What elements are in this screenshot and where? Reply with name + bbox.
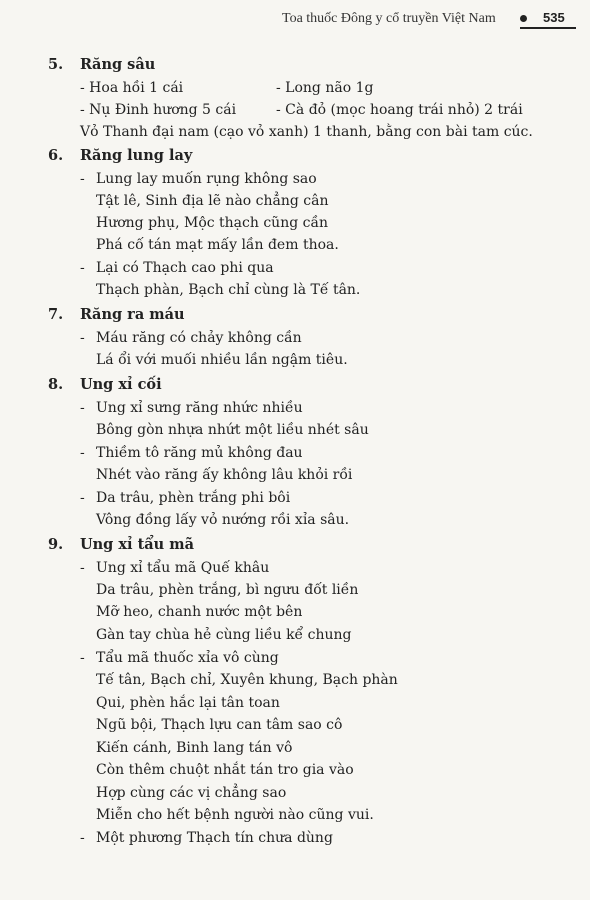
- verse-text: Mỡ heo, chanh nước một bên: [96, 604, 303, 620]
- verse-text: Kiến cánh, Binh lang tán vô: [96, 740, 293, 756]
- verse-text: Da trâu, phèn trắng phi bôi: [96, 490, 291, 506]
- bullet-dot-icon: [520, 15, 527, 22]
- verse-text: Da trâu, phèn trắng, bì ngưu đốt liền: [96, 582, 359, 598]
- verse-text: Phá cố tán mạt mấy lần đem thoa.: [96, 237, 339, 253]
- running-title: Toa thuốc Đông y cổ truyền Việt Nam: [282, 11, 496, 26]
- verse-text: Còn thêm chuột nhắt tán tro gia vào: [96, 762, 354, 778]
- verse-text: Tẩu mã thuốc xỉa vô cùng: [96, 650, 279, 666]
- section-number: 8.: [48, 376, 64, 393]
- verse-text: Thiềm tô răng mủ không đau: [96, 445, 303, 461]
- page-number: 535: [543, 10, 565, 25]
- verse-text: Ngũ bội, Thạch lựu can tâm sao cô: [96, 717, 343, 733]
- verse-text: Máu răng có chảy không cần: [96, 330, 302, 346]
- page-header: [0, 8, 590, 30]
- verse-text: Lá ổi với muối nhiều lần ngậm tiêu.: [96, 352, 348, 368]
- verse-text: Ung xỉ tẩu mã Quế khâu: [96, 560, 270, 576]
- ingredient: - Hoa hồi 1 cái: [80, 80, 184, 96]
- section-title: Ung xỉ cối: [80, 376, 162, 393]
- section-number: 5.: [48, 56, 64, 73]
- section-title: Răng lung lay: [80, 147, 193, 164]
- verse-text: Nhét vào răng ấy không lâu khỏi rồi: [96, 467, 353, 483]
- ingredient: Vỏ Thanh đại nam (cạo vỏ xanh) 1 thanh, bằng con bài tam cúc.: [80, 124, 533, 140]
- header-rule: [520, 27, 576, 29]
- section-title: Răng sâu: [80, 56, 156, 73]
- verse-text: Bông gòn nhựa nhứt một liều nhét sâu: [96, 422, 369, 438]
- verse-text: Vông đồng lấy vỏ nướng rồi xỉa sâu.: [96, 512, 350, 528]
- verse-text: Lung lay muốn rụng không sao: [96, 171, 317, 187]
- section-title: Ung xỉ tẩu mã: [80, 536, 194, 553]
- section-number: 9.: [48, 536, 64, 553]
- verse-text: Một phương Thạch tín chưa dùng: [96, 830, 333, 846]
- section-number: 6.: [48, 147, 64, 164]
- verse-text: Hương phụ, Mộc thạch cũng cần: [96, 215, 329, 231]
- verse-text: Gàn tay chùa hẻ cùng liều kể chung: [96, 627, 352, 643]
- ingredient: - Long não 1g: [276, 80, 374, 96]
- section-number: 7.: [48, 306, 64, 323]
- verse-text: Miễn cho hết bệnh người nào cũng vui.: [96, 807, 374, 823]
- section-title: Răng ra máu: [80, 306, 185, 323]
- ingredient: - Cà đỏ (mọc hoang trái nhỏ) 2 trái: [276, 102, 523, 118]
- ingredient: - Nụ Đinh hương 5 cái: [80, 102, 237, 118]
- verse-text: Ung xỉ sưng răng nhức nhiều: [96, 400, 303, 416]
- verse-text: Lại có Thạch cao phi qua: [96, 260, 274, 276]
- verse-text: Hợp cùng các vị chẳng sao: [96, 785, 287, 801]
- verse-text: Thạch phàn, Bạch chỉ cùng là Tế tân.: [96, 282, 361, 298]
- verse-text: Qui, phèn hắc lại tân toan: [96, 695, 280, 711]
- verse-text: Tật lê, Sinh địa lẽ nào chẳng cân: [96, 193, 329, 209]
- verse-text: Tế tân, Bạch chỉ, Xuyên khung, Bạch phàn: [96, 672, 398, 688]
